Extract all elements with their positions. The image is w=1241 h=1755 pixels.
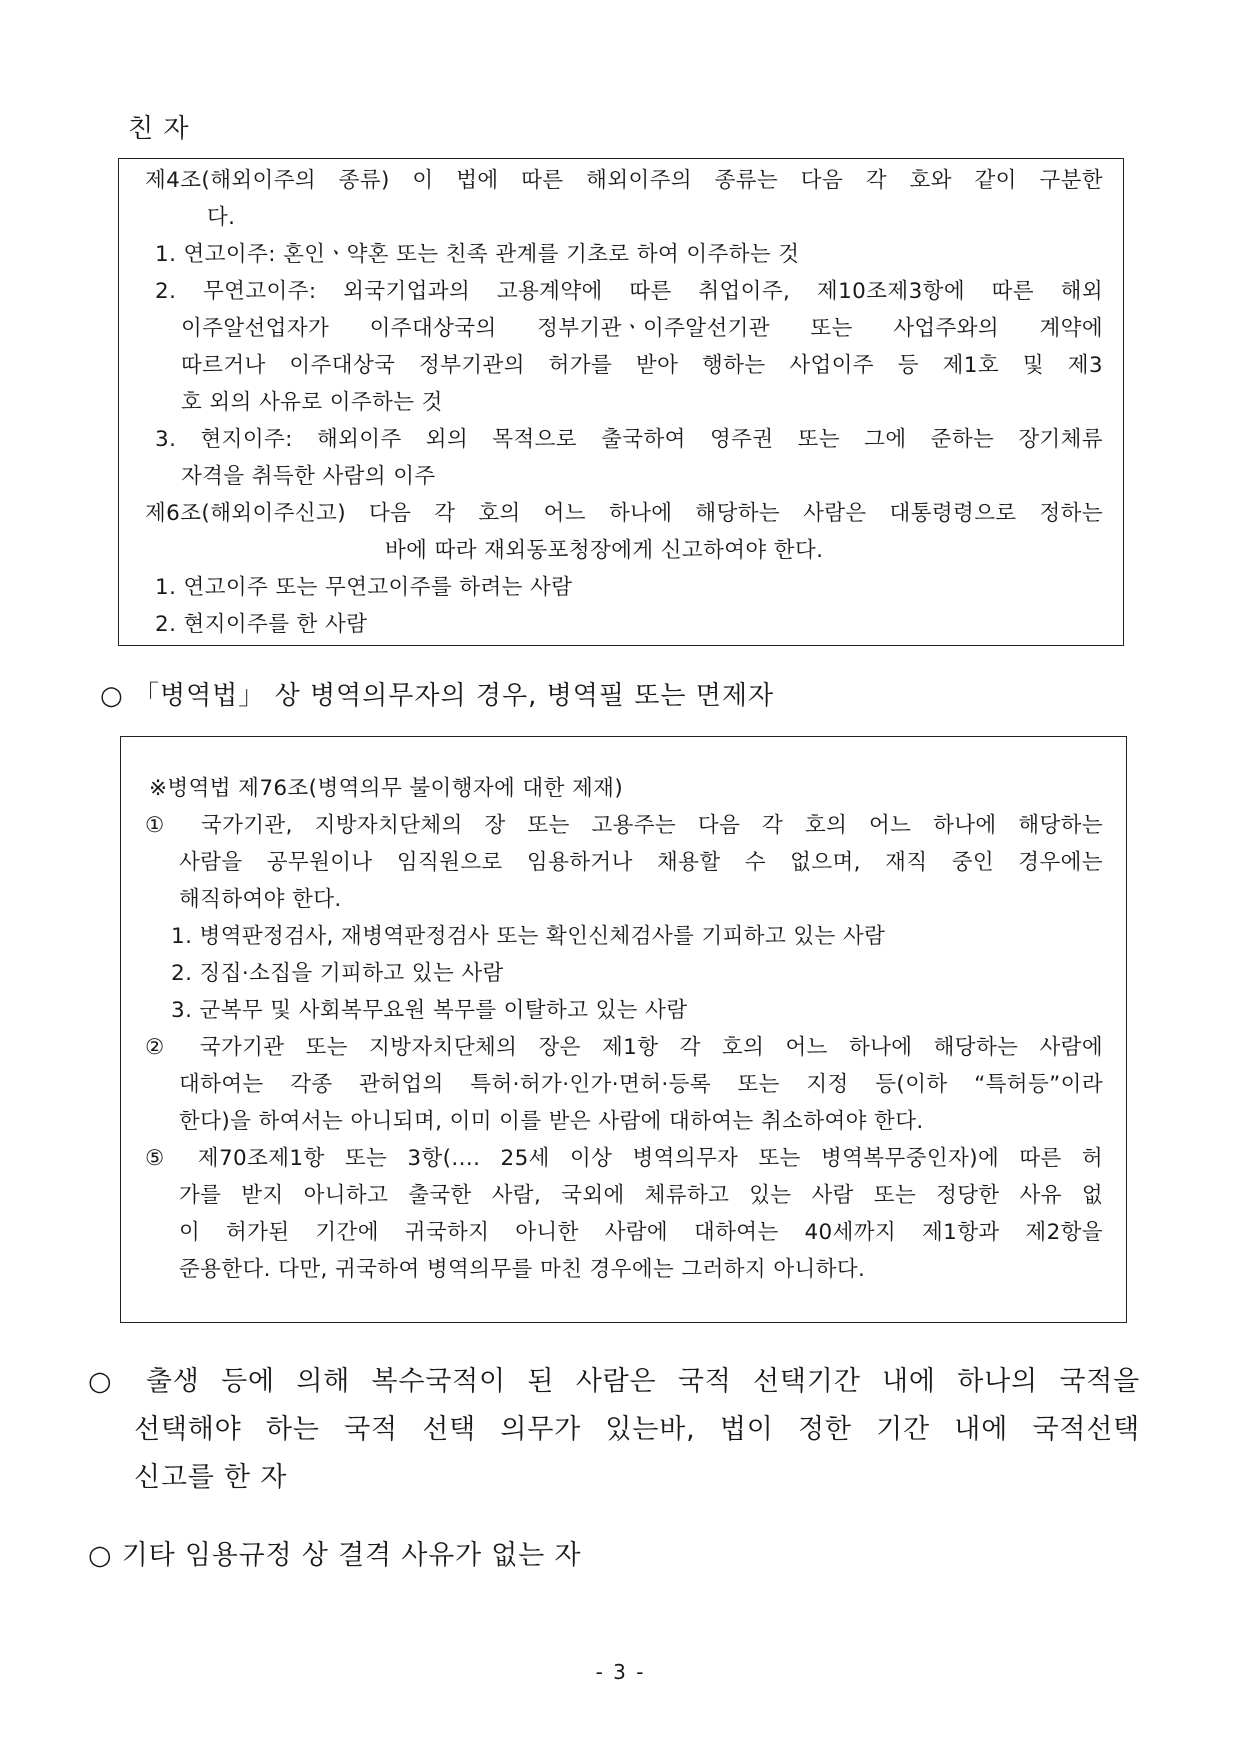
bullet-no-disqualification: ○ 기타 임용규정 상 결격 사유가 없는 자 (88, 1540, 582, 1571)
article-6-title: 제6조(해외이주신고) 다음 각 호의 어느 하나에 해당하는 사람은 대통령령으로 정하는 (145, 501, 1103, 526)
paragraph-5: ⑤ 제70조제1항 또는 3항(.... 25세 이상 병역의무자 또는 병역복무중인자)에 따른 허 (145, 1146, 1103, 1171)
bullet-dual-nationality-line-3: 신고를 한 자 (134, 1462, 288, 1493)
paragraph-1-item-3: 3. 군복무 및 사회복무요원 복무를 이탈하고 있는 사람 (171, 998, 688, 1023)
page-number: - 3 - (595, 1660, 646, 1684)
paragraph-1-item-1: 1. 병역판정검사, 재병역판정검사 또는 확인신체검사를 기피하고 있는 사람 (171, 924, 886, 949)
paragraph-2: ② 국가기관 또는 지방자치단체의 장은 제1항 각 호의 어느 하나에 해당하는 사람에 (145, 1035, 1103, 1060)
law-excerpt-box-emigration (118, 158, 1124, 646)
paragraph-5-line-3: 이 허가된 기간에 귀국하지 아니한 사람에 대하여는 40세까지 제1항과 제2항을 (179, 1220, 1103, 1245)
article-4-item-2-line-2: 이주알선업자가 이주대상국의 정부기관ㆍ이주알선기관 또는 사업주와의 계약에 (181, 316, 1103, 341)
bullet-military-service: ○ 「병역법」 상 병역의무자의 경우, 병역필 또는 면제자 (100, 681, 775, 711)
article-4-item-3: 3. 현지이주: 해외이주 외의 목적으로 출국하여 영주권 또는 그에 준하는 장기체류 (155, 427, 1103, 452)
paragraph-5-line-4: 준용한다. 다만, 귀국하여 병역의무를 마친 경우에는 그러하지 아니하다. (179, 1257, 866, 1282)
article-4-item-2-line-4: 호 외의 사유로 이주하는 것 (181, 390, 443, 415)
article-6-item-2: 2. 현지이주를 한 사람 (155, 612, 368, 637)
paragraph-1-item-2: 2. 징집·소집을 기피하고 있는 사람 (171, 961, 504, 986)
military-act-title: ※병역법 제76조(병역의무 불이행자에 대한 제재) (149, 776, 624, 801)
paragraph-2-line-3: 한다)을 하여서는 아니되며, 이미 이를 받은 사람에 대하여는 취소하여야 한다. (179, 1109, 924, 1134)
paragraph-1-line-2: 사람을 공무원이나 임직원으로 임용하거나 채용할 수 없으며, 재직 중인 경우에는 (179, 850, 1103, 875)
article-6-title-continued: 바에 따라 재외동포청장에게 신고하여야 한다. (385, 538, 824, 563)
bullet-dual-nationality-line-2: 선택해야 하는 국적 선택 의무가 있는바, 법이 정한 기간 내에 국적선택 (134, 1414, 1140, 1445)
article-4-title-continued: 다. (207, 205, 236, 230)
article-4-item-2: 2. 무연고이주: 외국기업과의 고용계약에 따른 취업이주, 제10조제3항에 따른 해외 (155, 279, 1103, 304)
article-4-item-3-line-2: 자격을 취득한 사람의 이주 (181, 464, 436, 489)
law-excerpt-box-military (120, 736, 1127, 1323)
heading-continuation: 친 자 (128, 114, 190, 144)
paragraph-2-line-2: 대하여는 각종 관허업의 특허·허가·인가·면허·등록 또는 지정 등(이하 “특허등”이라 (179, 1072, 1103, 1097)
article-4-item-2-line-3: 따르거나 이주대상국 정부기관의 허가를 받아 행하는 사업이주 등 제1호 및 제3 (181, 353, 1103, 378)
bullet-dual-nationality: ○ 출생 등에 의해 복수국적이 된 사람은 국적 선택기간 내에 하나의 국적을 (88, 1366, 1140, 1397)
article-6-item-1: 1. 연고이주 또는 무연고이주를 하려는 사람 (155, 575, 573, 600)
article-4-title: 제4조(해외이주의 종류) 이 법에 따른 해외이주의 종류는 다음 각 호와 같이 구분한 (145, 168, 1103, 193)
paragraph-1-line-3: 해직하여야 한다. (179, 887, 342, 912)
article-4-item-1: 1. 연고이주: 혼인ㆍ약혼 또는 친족 관계를 기초로 하여 이주하는 것 (155, 242, 800, 267)
paragraph-1: ① 국가기관, 지방자치단체의 장 또는 고용주는 다음 각 호의 어느 하나에 해당하는 (145, 813, 1103, 838)
paragraph-5-line-2: 가를 받지 아니하고 출국한 사람, 국외에 체류하고 있는 사람 또는 정당한 사유 없 (179, 1183, 1103, 1208)
